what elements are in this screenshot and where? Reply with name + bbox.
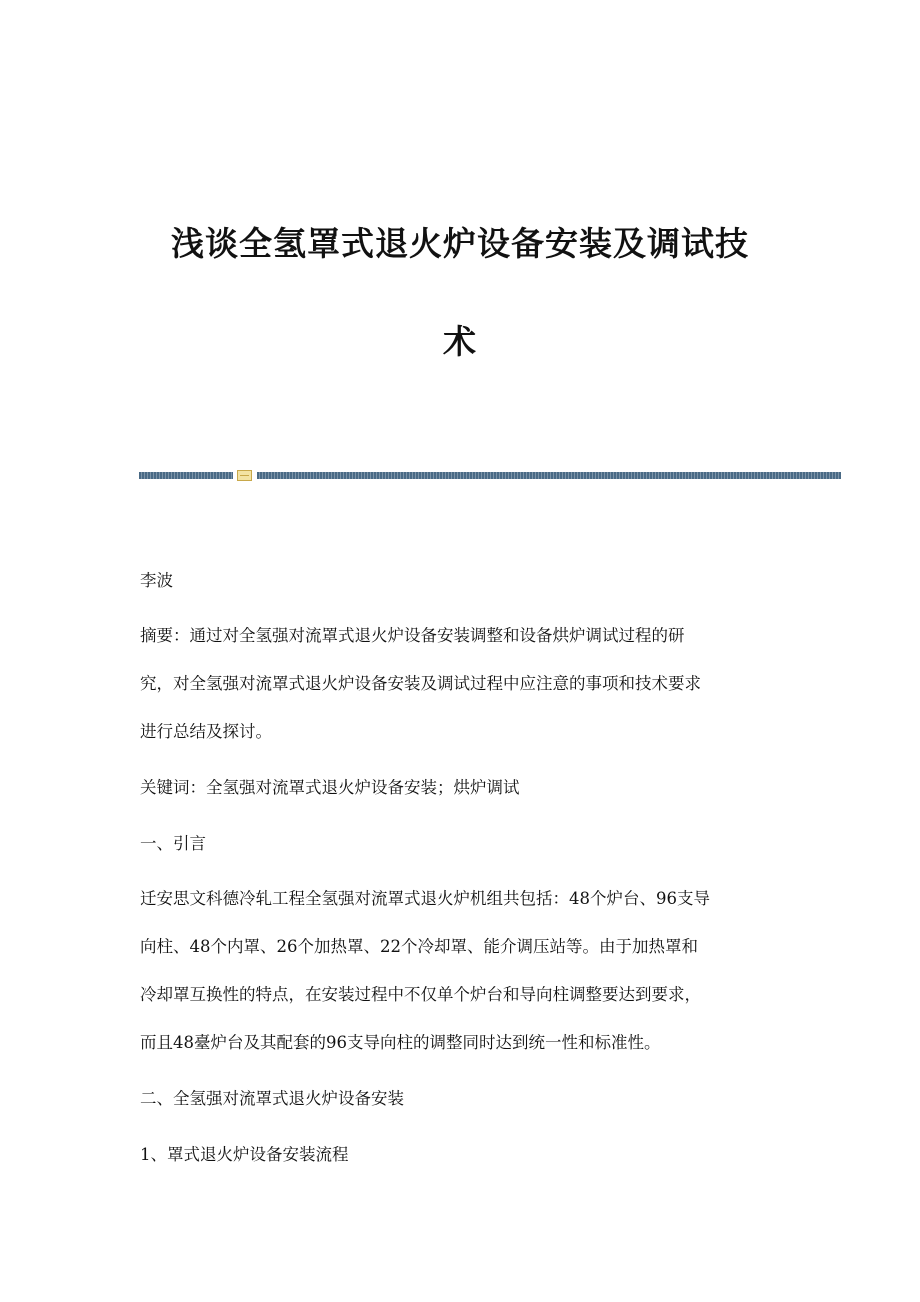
section-heading-installation: 二、全氢强对流罩式退火炉设备安装: [140, 1089, 404, 1108]
section-heading-intro: 一、引言: [140, 834, 206, 853]
author-name: 李波: [140, 571, 173, 590]
title-divider: [139, 470, 841, 481]
document-title-line-1: 浅谈全氢罩式退火炉设备安装及调试技: [171, 224, 749, 263]
keywords: 关键词：全氢强对流罩式退火炉设备安装；烘炉调试: [140, 778, 520, 797]
abstract-line: 进行总结及探讨。: [140, 722, 272, 741]
divider-ornament-icon: [237, 470, 252, 481]
divider-bar-right: [257, 472, 841, 479]
abstract-line: 究，对全氢强对流罩式退火炉设备安装及调试过程中应注意的事项和技术要求: [140, 674, 701, 693]
body-line: 向柱、48个内罩、26个加热罩、22个冷却罩、能介调压站等。由于加热罩和: [140, 937, 698, 956]
body-line: 迁安思文科德冷轧工程全氢强对流罩式退火炉机组共包括：48个炉台、96支导: [140, 889, 710, 908]
divider-bar-left: [139, 472, 233, 479]
abstract-line: 摘要：通过对全氢强对流罩式退火炉设备安装调整和设备烘炉调试过程的研: [140, 626, 685, 645]
body-line: 冷却罩互换性的特点，在安装过程中不仅单个炉台和导向柱调整要达到要求，: [140, 985, 701, 1004]
body-line: 而且48臺炉台及其配套的96支导向柱的调整同时达到统一性和标准性。: [140, 1033, 661, 1052]
subsection-heading: 1、罩式退火炉设备安装流程: [140, 1145, 349, 1164]
document-title-line-2: 术: [443, 322, 477, 361]
